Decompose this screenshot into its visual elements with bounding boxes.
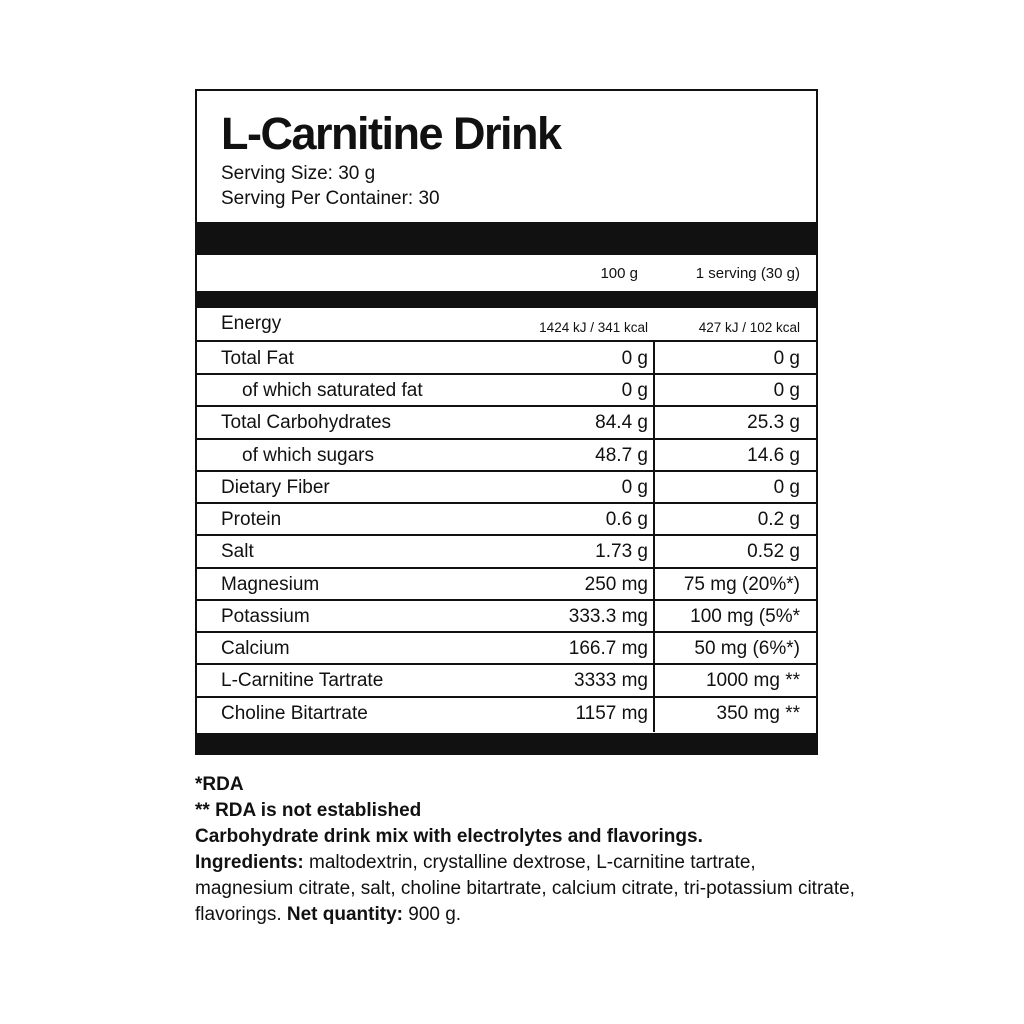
net-quantity-value: 900 g. <box>402 904 462 925</box>
nutrient-row <box>197 308 816 342</box>
nutrient-name: of which sugars <box>242 445 375 466</box>
nutrient-name: Calcium <box>221 638 290 659</box>
nutrient-row <box>197 665 816 698</box>
nutrient-row <box>197 407 816 440</box>
nutrient-row <box>197 536 816 569</box>
nutrient-name: Dietary Fiber <box>221 477 330 498</box>
nutrient-row <box>197 698 816 731</box>
per-100g-value: 1.73 g <box>595 541 648 562</box>
column-divider <box>653 664 655 697</box>
per-serving-value: 100 mg (5%* <box>690 606 800 627</box>
column-divider <box>653 697 655 732</box>
nutrient-name: Total Fat <box>221 348 294 369</box>
column-header-row <box>197 255 816 291</box>
nutrient-name: Salt <box>221 541 254 562</box>
label-footer <box>195 772 855 928</box>
column-divider <box>653 439 655 471</box>
nutrient-name: Protein <box>221 509 282 530</box>
top-black-band <box>197 222 816 255</box>
per-100g-value: 0 g <box>621 348 648 369</box>
nutrient-name: Magnesium <box>221 574 320 595</box>
column-divider <box>653 406 655 439</box>
column-divider <box>653 632 655 664</box>
column-header-100g: 100 g <box>600 265 638 282</box>
per-serving-value: 50 mg (6%*) <box>694 638 800 659</box>
per-100g-value: 166.7 mg <box>568 638 648 659</box>
column-header-serving: 1 serving (30 g) <box>695 265 800 282</box>
column-divider <box>653 503 655 535</box>
nutrient-name: Energy <box>221 313 282 334</box>
per-serving-value: 25.3 g <box>747 412 800 433</box>
nutrient-row <box>197 504 816 536</box>
per-serving-value: 14.6 g <box>747 445 800 466</box>
ingredients-text: maltodextrin, crystalline dextrose, L-carnitine tartrate, magnesium citrate, salt, choline bitartrate, calcium citrate, tri-potassium citrate, flavorings. <box>195 852 855 925</box>
rda-not-established-note: ** RDA is not established <box>195 800 422 821</box>
per-serving-value: 0.2 g <box>757 509 800 530</box>
nutrient-row <box>197 601 816 633</box>
column-divider <box>653 535 655 568</box>
per-100g-value: 333.3 mg <box>568 606 648 627</box>
nutrition-facts-panel <box>195 89 818 755</box>
column-divider <box>653 600 655 632</box>
product-title: L-Carnitine Drink <box>221 108 561 159</box>
nutrient-row <box>197 375 816 407</box>
net-quantity-label: Net quantity: <box>286 904 403 925</box>
per-serving-value: 75 mg (20%*) <box>683 574 800 595</box>
per-serving-value: 0 g <box>773 348 800 369</box>
per-serving-value: 0 g <box>773 477 800 498</box>
per-serving-value: 1000 mg ** <box>705 670 800 691</box>
nutrient-row <box>197 343 816 375</box>
column-divider <box>653 471 655 503</box>
servings-per-container: Serving Per Container: 30 <box>221 188 440 209</box>
column-divider <box>653 568 655 600</box>
per-serving-value: 0 g <box>773 380 800 401</box>
per-100g-value: 84.4 g <box>595 412 648 433</box>
per-100g-value: 250 mg <box>584 574 648 595</box>
product-description: Carbohydrate drink mix with electrolytes and flavorings. <box>195 826 703 847</box>
column-divider <box>653 374 655 406</box>
nutrient-name: Choline Bitartrate <box>221 703 368 724</box>
serving-size: Serving Size: 30 g <box>221 163 376 184</box>
nutrient-name: L-Carnitine Tartrate <box>221 670 384 691</box>
per-100g-value: 1157 mg <box>575 703 648 724</box>
ingredients-paragraph <box>195 850 855 928</box>
column-divider <box>653 342 655 374</box>
header-black-band <box>197 291 816 308</box>
nutrient-row <box>197 633 816 665</box>
per-100g-value: 0.6 g <box>605 509 648 530</box>
per-serving-value: 0.52 g <box>747 541 800 562</box>
per-serving-value: 350 mg ** <box>716 703 800 724</box>
per-100g-value: 0 g <box>621 380 648 401</box>
per-100g-value: 3333 mg <box>574 670 648 691</box>
per-serving-value: 427 kJ / 102 kcal <box>698 320 800 335</box>
per-100g-value: 0 g <box>621 477 648 498</box>
nutrient-row <box>197 440 816 472</box>
rda-note: *RDA <box>195 774 244 795</box>
nutrient-name: of which saturated fat <box>242 380 423 401</box>
nutrient-row <box>197 472 816 504</box>
bottom-black-band <box>197 733 816 755</box>
nutrient-name: Total Carbohydrates <box>221 412 392 433</box>
nutrient-row <box>197 569 816 601</box>
ingredients-label: Ingredients: <box>195 852 304 873</box>
nutrient-name: Potassium <box>221 606 310 627</box>
per-100g-value: 48.7 g <box>595 445 648 466</box>
per-100g-value: 1424 kJ / 341 kcal <box>539 320 648 335</box>
